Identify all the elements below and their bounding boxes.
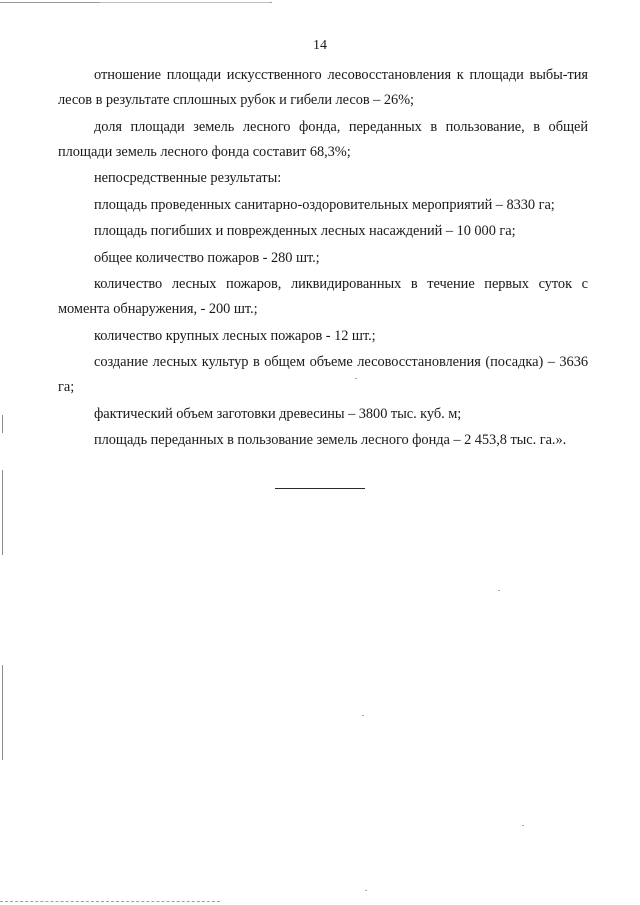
scan-speck xyxy=(365,890,367,891)
paragraph-forest-cultures: создание лесных культур в общем объеме лесовосстановления (посадка) – 3636 га; xyxy=(58,354,588,395)
paragraph-large-fires: количество крупных лесных пожаров - 12 шт.; xyxy=(94,327,376,344)
scan-margin-mark xyxy=(2,665,3,760)
scan-edge-line xyxy=(100,2,270,3)
scan-margin-mark xyxy=(2,415,3,433)
paragraph-timber-harvest: фактический объем заготовки древесины – 3800 тыс. куб. м; xyxy=(94,405,462,422)
scan-speck xyxy=(355,378,357,379)
closing-divider xyxy=(275,488,365,489)
paragraph-total-fires: общее количество пожаров - 280 шт.; xyxy=(94,249,320,266)
scan-margin-mark xyxy=(2,470,3,555)
page-number: 14 xyxy=(313,38,327,53)
document-body xyxy=(58,63,588,455)
paragraph-reforestation-ratio: отношение площади искусственного лесовосстановления к площади выбы-тия лесов в результате сплошных рубок и гибели лесов – 26%; xyxy=(58,67,588,108)
paragraph-transferred-land: площадь переданных в пользование земель лесного фонда – 2 453,8 тыс. га.». xyxy=(94,432,567,448)
scan-bottom-edge xyxy=(0,901,220,902)
paragraph-damaged-forest-area: площадь погибших и поврежденных лесных насаждений – 10 000 га; xyxy=(94,223,516,239)
scan-speck xyxy=(498,590,500,591)
paragraph-direct-results-heading: непосредственные результаты: xyxy=(94,170,282,186)
paragraph-fires-first-day: количество лесных пожаров, ликвидированных в течение первых суток с момента обнаружения, - 200 шт.; xyxy=(58,276,588,317)
scan-speck xyxy=(362,715,364,716)
paragraph-sanitary-area: площадь проведенных санитарно-оздоровительных мероприятий – 8330 га; xyxy=(94,196,555,213)
scan-speck xyxy=(522,825,524,826)
paragraph-land-share: доля площади земель лесного фонда, переданных в пользование, в общей площади земель лесного фонда составит 68,3%; xyxy=(58,118,588,160)
